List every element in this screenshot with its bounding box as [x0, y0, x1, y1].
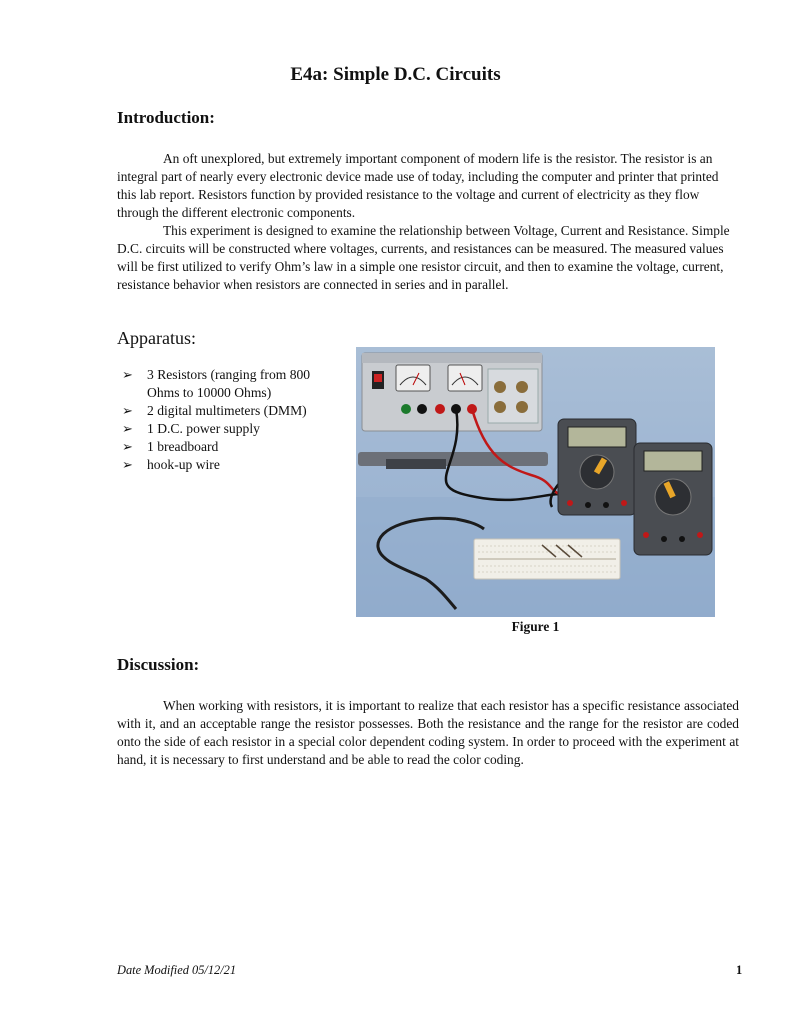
apparatus-item-text: 2 digital multimeters (DMM)	[147, 403, 307, 418]
apparatus-item	[122, 366, 322, 402]
arrowhead-bullet-icon: ➢	[122, 457, 133, 472]
apparatus-item	[122, 420, 322, 438]
figure-caption: Figure 1	[511, 619, 560, 634]
arrowhead-bullet-icon: ➢	[122, 439, 133, 454]
apparatus-heading: Apparatus:	[117, 328, 196, 348]
apparatus-item-text: 1 breadboard	[147, 439, 219, 454]
discussion-body	[117, 697, 739, 769]
arrowhead-bullet-icon: ➢	[122, 367, 133, 382]
arrowhead-bullet-icon: ➢	[122, 403, 133, 418]
apparatus-photo	[356, 347, 715, 617]
multimeter-icon	[558, 419, 636, 515]
introduction-heading: Introduction:	[117, 108, 215, 127]
apparatus-item-text: 3 Resistors (ranging from 800 Ohms to 10000 Ohms)	[147, 367, 311, 400]
discussion-heading: Discussion:	[117, 655, 200, 674]
apparatus-list	[122, 366, 322, 474]
multimeter-icon	[634, 443, 712, 555]
footer-date: Date Modified 05/12/21	[117, 963, 237, 977]
page-title: E4a: Simple D.C. Circuits	[290, 64, 501, 85]
page-number: 1	[736, 963, 743, 977]
apparatus-item	[122, 438, 322, 456]
apparatus-photo-illustration	[356, 347, 715, 617]
apparatus-item-text: hook-up wire	[147, 457, 220, 472]
apparatus-item	[122, 456, 322, 474]
introduction-paragraph-1: An oft unexplored, but extremely important component of modern life is the resistor. The resistor is an integral part of nearly every electronic device made use of today, including the computer and printer that printed this lab report. Resistors function by provided resistance to the voltage and current of electricity as they flow through the different electronic components.	[117, 151, 719, 220]
arrowhead-bullet-icon: ➢	[122, 421, 133, 436]
power-supply-icon	[362, 353, 542, 431]
apparatus-item-text: 1 D.C. power supply	[147, 421, 260, 436]
introduction-body	[117, 150, 739, 294]
apparatus-item	[122, 402, 322, 420]
discussion-paragraph-1: When working with resistors, it is important to realize that each resistor has a specific resistance associated with it, and an acceptable range the resistor possesses. Both the resistance and the range for the resistor are coded onto the side of each resistor in a special color dependent coding system. In order to proceed with the experiment at hand, it is necessary to first understand and be able to read the color coding.	[117, 698, 739, 767]
breadboard-icon	[474, 539, 620, 579]
introduction-paragraph-2: This experiment is designed to examine the relationship between Voltage, Current and Resistance. Simple D.C. circuits will be constructed where voltages, currents, and resistances can be measured. The measured values will be first utilized to verify Ohm’s law in a simple one resistor circuit, and then to examine the voltage, current, resistance behavior when resistors are connected in series and in parallel.	[117, 223, 730, 292]
